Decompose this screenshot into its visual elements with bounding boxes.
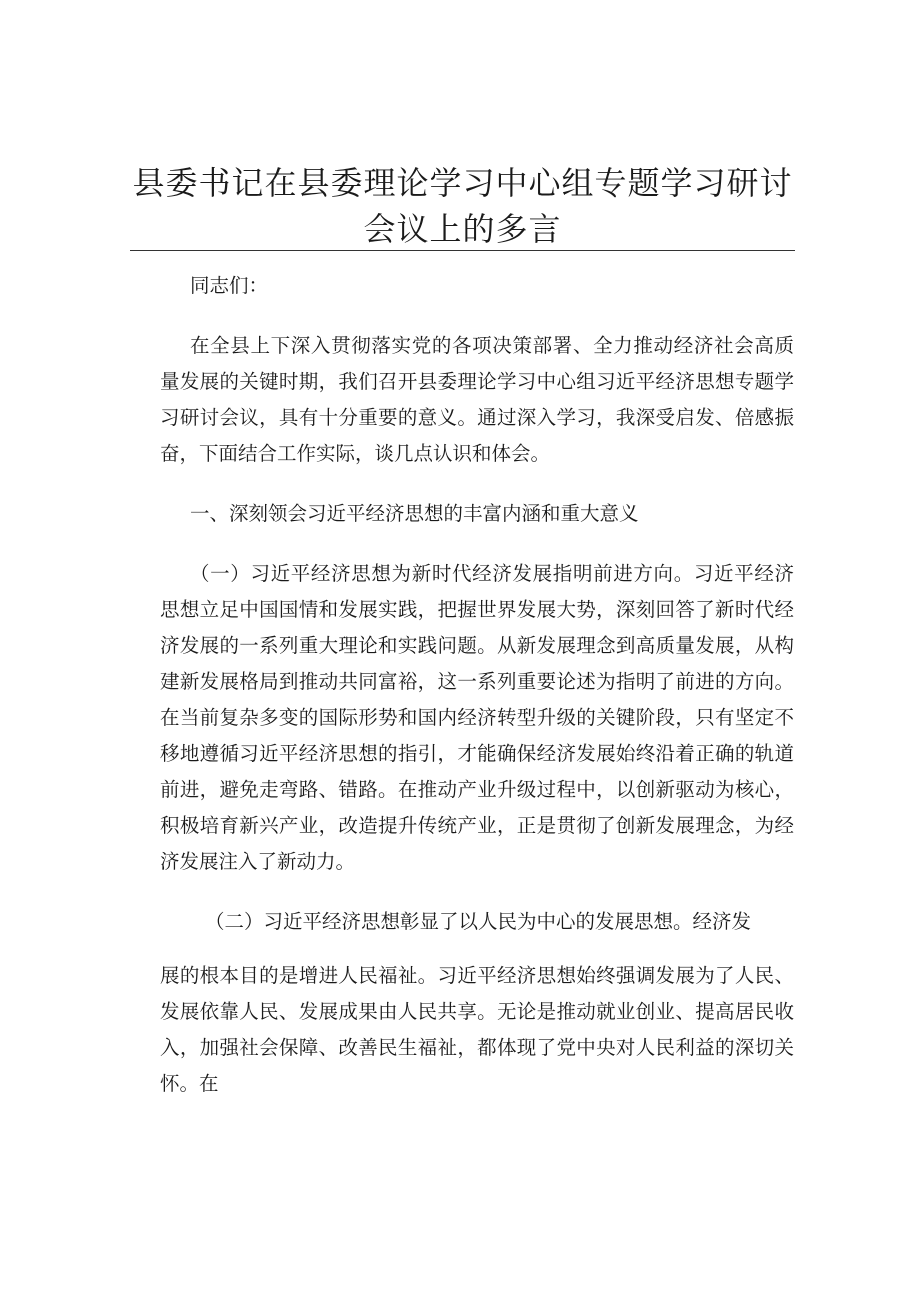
document-body: [160, 268, 794, 1102]
title-underline: [130, 250, 795, 251]
point-2-heading: （二）习近平经济思想彰显了以人民为中心的发展思想。经济发: [205, 910, 752, 933]
point-1-paragraph: （一）习近平经济思想为新时代经济发展指明前进方向。习近平经济思想立足中国国情和发展实践，把握世界发展大势，深刻回答了新时代经济发展的一系列重大理论和实践问题。从新发展理念到高质量发展，从构建新发展格局到推动共同富裕，这一系列重要论述为指明了前进的方向。在当前复杂多变的国际形势和国内经济转型升级的关键阶段，只有坚定不移地遵循习近平经济思想的指引，才能确保经济发展始终沿着正确的轨道前进，避免走弯路、错路。在推动产业升级过程中，以创新驱动为核心，积极培育新兴产业，改造提升传统产业，正是贯彻了创新发展理念，为经济发展注入了新动力。: [160, 562, 794, 873]
section-heading-1: 一、深刻领会习近平经济思想的丰富内涵和重大意义: [190, 502, 639, 525]
intro-paragraph: 在全县上下深入贯彻落实党的各项决策部署、全力推动经济社会高质量发展的关键时期，我们召开县委理论学习中心组习近平经济思想专题学习研讨会议，具有十分重要的意义。通过深入学习，我深受启发、倍感振奋，下面结合工作实际，谈几点认识和体会。: [160, 334, 794, 465]
salutation: 同志们：: [190, 274, 269, 297]
document-title: [130, 160, 795, 252]
title-line-2: 会议上的多言: [363, 210, 562, 248]
point-2-paragraph: 展的根本目的是增进人民福祉。习近平经济思想始终强调发展为了人民、发展依靠人民、发展成果由人民共享。无论是推动就业创业、提高居民收入，加强社会保障、改善民生福祉，都体现了党中央对人民利益的深切关怀。在: [160, 964, 794, 1095]
title-line-1: 县委书记在县委理论学习中心组专题学习研讨: [132, 164, 793, 202]
